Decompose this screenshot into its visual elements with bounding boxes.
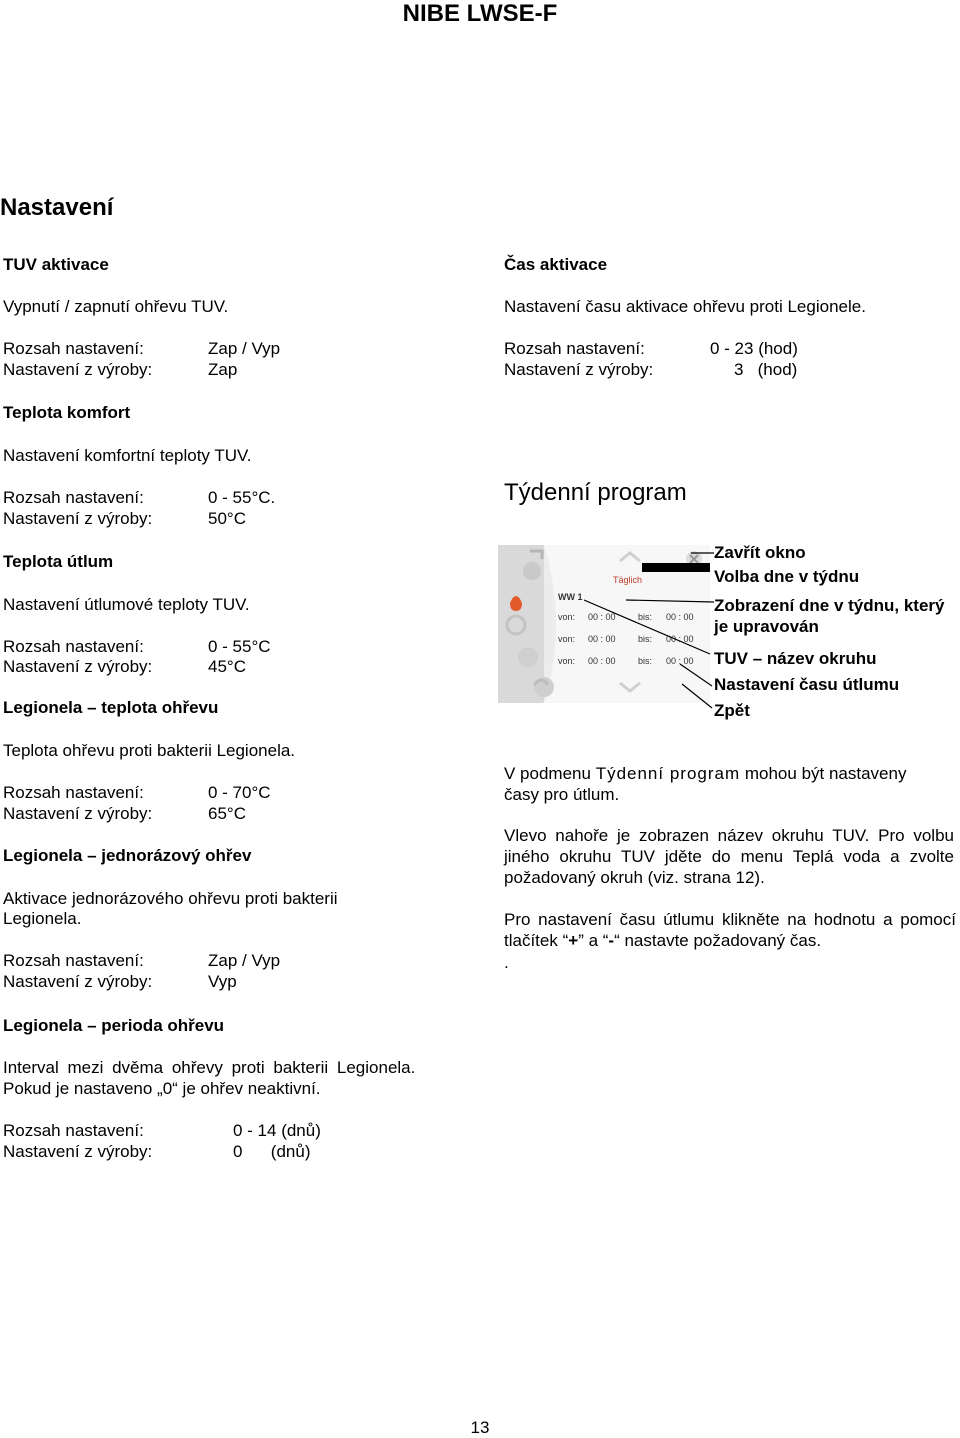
weekly-program-paragraph-3 [504, 909, 956, 951]
display-bis-value[interactable]: 00 : 00 [666, 656, 694, 666]
activation-time-range-value: 0 - 23 (hod) [710, 339, 798, 358]
weekly-program-paragraph-2: Vlevo nahoře je zobrazen název okruhu TUV. Pro volbu jiného okruhu TUV jděte do menu Teplá voda a zvolte požadovaný okruh (viz. strana 12). [504, 826, 954, 887]
p1-menu-name: Týdenní program [595, 764, 741, 783]
callout-day-display-line2: je upravován [714, 617, 819, 636]
legionella-temp-factory-label: Nastavení z výroby: [3, 804, 153, 823]
legionella-temp-factory-value: 65°C [208, 804, 246, 823]
display-circuit-name: WW 1 [558, 592, 583, 602]
tuv-activation-factory-value: Zap [208, 360, 238, 379]
callout-day-display-line1: Zobrazení dne v týdnu, který [714, 596, 945, 615]
p3-b: ” a “ [578, 931, 609, 950]
p1-post: mohou být nastaveny [740, 764, 907, 783]
legionella-temp-range-label: Rozsah nastavení: [3, 783, 144, 802]
legionella-temp-range-value: 0 - 70°C [208, 783, 271, 802]
legionella-period-heading: Legionela – perioda ohřevu [3, 1016, 225, 1035]
legionella-oneshot-factory-label: Nastavení z výroby: [3, 972, 153, 991]
display-bis-label: bis: [638, 612, 653, 622]
display-von-value[interactable]: 00 : 00 [588, 634, 616, 644]
display-von-value[interactable]: 00 : 00 [588, 656, 616, 666]
p1-pre: V podmenu [504, 764, 596, 783]
legionella-period-desc-line1: Interval mezi dvěma ohřevy proti bakterii Legionela. [3, 1058, 416, 1077]
callout-time-setting: Nastavení času útlumu [714, 675, 900, 694]
legionella-period-range-value: 0 - 14 (dnů) [233, 1121, 321, 1140]
p3-minus: - [608, 931, 615, 950]
legionella-period-factory-value: 0 (dnů) [233, 1142, 311, 1161]
activation-time-factory-value: 3 (hod) [734, 360, 798, 379]
comfort-temp-range-value: 0 - 55°C. [208, 488, 276, 507]
weekly-program-paragraph-1 [504, 763, 956, 805]
legionella-temp-desc: Teplota ohřevu proti bakterii Legionela. [3, 741, 296, 760]
stray-dot: . [504, 953, 509, 972]
activation-time-heading: Čas aktivace [504, 255, 608, 274]
tuv-activation-factory-label: Nastavení z výroby: [3, 360, 153, 379]
document-title: NIBE LWSE-F [402, 0, 558, 27]
comfort-temp-range-label: Rozsah nastavení: [3, 488, 144, 507]
legionella-temp-heading: Legionela – teplota ohřevu [3, 698, 219, 717]
tuv-activation-desc: Vypnutí / zapnutí ohřevu TUV. [3, 297, 229, 316]
legionella-oneshot-heading: Legionela – jednorázový ohřev [3, 846, 252, 865]
legionella-oneshot-desc-line2: Legionela. [3, 909, 82, 928]
p3-a: Pro nastavení času útlumu klikněte na hodnotu a pomocí tlačítek “ [504, 910, 956, 950]
display-bis-value[interactable]: 00 : 00 [666, 634, 694, 644]
display-bis-label: bis: [638, 656, 653, 666]
display-bis-value[interactable]: 00 : 00 [666, 612, 694, 622]
display-bis-label: bis: [638, 634, 653, 644]
display-von-label: von: [558, 612, 576, 622]
setback-temp-desc: Nastavení útlumové teploty TUV. [3, 595, 250, 614]
tuv-activation-range-label: Rozsah nastavení: [3, 339, 144, 358]
legionella-oneshot-factory-value: Vyp [208, 972, 237, 991]
activation-time-desc: Nastavení času aktivace ohřevu proti Legionele. [504, 297, 866, 316]
legionella-period-factory-label: Nastavení z výroby: [3, 1142, 153, 1161]
page-number: 13 [470, 1418, 490, 1437]
setback-temp-factory-value: 45°C [208, 657, 246, 676]
setback-temp-range-label: Rozsah nastavení: [3, 637, 144, 656]
display-von-label: von: [558, 634, 576, 644]
comfort-temp-factory-label: Nastavení z výroby: [3, 509, 153, 528]
legionella-period-desc-line2: Pokud je nastaveno „0“ je ohřev neaktivní. [3, 1079, 321, 1098]
legionella-oneshot-range-value: Zap / Vyp [208, 951, 281, 970]
section-title: Nastavení [0, 194, 114, 221]
comfort-temp-factory-value: 50°C [208, 509, 246, 528]
legionella-oneshot-desc-line1: Aktivace jednorázového ohřevu proti bakterii [3, 889, 338, 908]
display-von-value[interactable]: 00 : 00 [588, 612, 616, 622]
setback-temp-factory-label: Nastavení z výroby: [3, 657, 153, 676]
tuv-activation-range-value: Zap / Vyp [208, 339, 281, 358]
callout-day-select: Volba dne v týdnu [714, 567, 860, 586]
weekly-program-heading: Týdenní program [504, 479, 687, 506]
activation-time-factory-label: Nastavení z výroby: [504, 360, 654, 379]
comfort-temp-desc: Nastavení komfortní teploty TUV. [3, 446, 252, 465]
setback-temp-heading: Teplota útlum [3, 552, 114, 571]
activation-time-range-label: Rozsah nastavení: [504, 339, 645, 358]
comfort-temp-heading: Teplota komfort [3, 403, 131, 422]
p1-line2: časy pro útlum. [504, 785, 620, 804]
callout-circuit-name: TUV – název okruhu [714, 649, 877, 668]
legionella-period-range-label: Rozsah nastavení: [3, 1121, 144, 1140]
callout-back: Zpět [714, 701, 750, 720]
setback-temp-range-value: 0 - 55°C [208, 637, 271, 656]
callout-close-window: Zavřít okno [714, 543, 806, 562]
p3-c: “ nastavte požadovaný čas. [614, 931, 822, 950]
display-von-label: von: [558, 656, 576, 666]
p3-plus: + [568, 931, 579, 950]
tuv-activation-heading: TUV aktivace [3, 255, 109, 274]
legionella-oneshot-range-label: Rozsah nastavení: [3, 951, 144, 970]
display-mode-label: Täglich [613, 575, 643, 585]
